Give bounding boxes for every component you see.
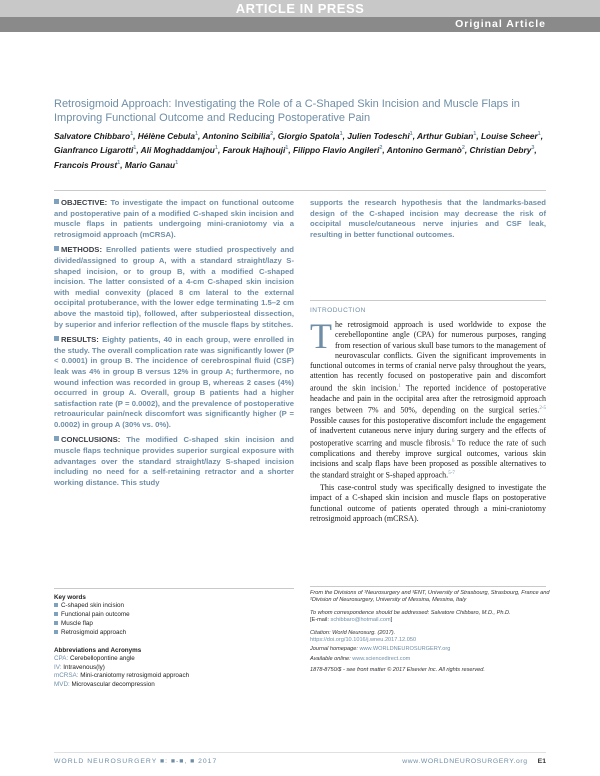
keyword-text: C-shaped skin incision <box>61 602 124 609</box>
title-divider <box>54 190 546 191</box>
author-name: Hélène Cebula <box>137 130 195 141</box>
section-label: Original Article <box>455 18 546 30</box>
keyword-text: Muscle flap <box>61 620 93 627</box>
author-affiliation-mark: 3 <box>531 145 535 152</box>
online-link[interactable]: www.sciencedirect.com <box>352 655 411 662</box>
abbreviation-item <box>54 681 189 690</box>
author-name: Louise Scheer <box>480 130 538 141</box>
affiliations-divider <box>310 586 546 587</box>
keyword-item <box>54 601 130 610</box>
results-text: Eighty patients, 40 in each group, were enrolled in the study. The overall complication rate was significantly lower (P < 0.0001) in group B. The incidence of cerebrospinal fluid (CSF) leak was 4% in group B versus 12% in group A; furthermore, no wound infection was recorded in group B, whereas 2 cases (4%) occurred in group A. Overall, group B patients had a higher satisfaction rate (P = 0.0002), and the prevalence of postoperative retroauricular pain/neck discomfort was significantly higher (P = 0.0002) in group A (30% vs. 0%). <box>54 335 294 429</box>
author-affiliation-mark: 1 <box>339 131 343 137</box>
author-affiliation-mark: 1 <box>409 131 413 137</box>
abstract-left-column <box>54 198 294 493</box>
bullet-icon <box>54 612 58 616</box>
intro-paragraph-2: This case-control study was specifically designed to investigate the impact of a C-shaped skin incision and muscle flaps on postoperative functional outcome of patients operated through a mini-craniotomy retrosigmoid approach (mCRSA). <box>310 483 546 523</box>
conclusions-continuation: supports the research hypothesis that the landmarks-based design of the C-shaped incision may decrease the risk of occipital muscle/cutaneous nerve injuries and CSF leak, resulting in better functional outcomes. <box>310 198 546 239</box>
abbreviation-value: Intravenous(ly) <box>63 663 105 671</box>
ref-3[interactable]: 6 <box>451 438 455 444</box>
footer-divider <box>54 752 546 753</box>
bullet-icon <box>54 436 59 441</box>
intro-text-a: he retrosigmoid approach is used worldwide to expose the cerebellopontine angle (CPA) for numerous purposes, ranging from resection of various skull base tumors to the management of neurovascular conflicts. Given the significant improvements in functional outcomes in terms of cranial nerve palsy throughout the years, attention has recently focused on postoperative pain and discomfort around the skin incision. <box>310 320 546 393</box>
abbreviation-key: mCRSA: <box>54 672 79 680</box>
footer-journal: WORLD NEUROSURGERY ■: ■-■, ■ 2017 <box>54 758 218 765</box>
author-name: Mario Ganau <box>124 159 176 170</box>
author-affiliation-mark: 1 <box>175 159 179 166</box>
author-affiliation-mark: 1 <box>194 131 199 137</box>
correspondence: To whom correspondence should be addressed: Salvatore Chibbaro, M.D., Ph.D. <box>310 609 511 616</box>
methods-text: Enrolled patients were studied prospectively and divided/assigned to group A, with a standard straight/lazy S-shaped incision, or to group B, with a modified C-shaped incision. The latter consisted of a 4-cm C-shaped skin incision with medial convexity (placed 8 cm lateral to the external occipital protuberance, with the lower edge terminating 1.5–2 cm above the mastoid tip), followed, after subperiosteal dissection, by superior and inferior reflection of the muscle flaps by stitches. <box>54 245 294 329</box>
footer-url[interactable]: www.WORLDNEUROSURGERY.org <box>402 758 528 765</box>
article-title: Retrosigmoid Approach: Investigating the Role of a C-Shaped Skin Incision and Muscle Flaps in Improving Functional Outcome and Reducing Postoperative Pain <box>54 98 520 124</box>
author-affiliation-mark: 1 <box>285 145 289 152</box>
author-affiliation-mark: 1 <box>214 145 218 152</box>
objective-text: To investigate the impact on functional outcome and postoperative pain of a modified C-shaped skin incision and muscle flaps in patients undergoing mini-craniotomy via a retrosigmoid approach (mCRSA). <box>54 198 294 239</box>
author-affiliation-mark: 2 <box>270 131 274 137</box>
bullet-icon <box>54 199 59 204</box>
author-affiliation-mark: 1 <box>537 131 541 137</box>
abstract-objective <box>54 198 294 240</box>
author-affiliation-mark: 1 <box>117 159 121 166</box>
page-number: E1 <box>537 758 546 765</box>
abbreviation-item <box>54 664 189 673</box>
conclusions-label: CONCLUSIONS: <box>61 435 121 445</box>
author-name: Arthur Gubian <box>417 130 474 141</box>
bullet-icon <box>54 246 59 251</box>
abbreviation-item <box>54 655 189 664</box>
introduction-body <box>310 316 547 524</box>
doi-link[interactable]: https://doi.org/10.1016/j.wneu.2017.12.050 <box>310 637 417 644</box>
author-name: Antonino Germanò <box>386 145 462 156</box>
keyword-item <box>54 610 130 619</box>
author-affiliation-mark: 2 <box>379 145 383 152</box>
abstract-continuation <box>310 198 546 240</box>
journal-label: Journal homepage: <box>310 646 360 653</box>
intro-paragraph-1 <box>310 316 547 481</box>
abbreviation-value: Cerebellopontine angle <box>69 655 135 662</box>
author-name: Francois Proust <box>54 159 118 170</box>
ref-4[interactable]: 5-7 <box>448 471 455 477</box>
abstract-results <box>54 335 294 430</box>
email-link[interactable]: schibbaro@hotmail.com <box>330 617 391 624</box>
keyword-text: Functional pain outcome <box>61 611 130 618</box>
author-list: Salvatore Chibbaro$^1$, Hélène Cebula$^1$, Antonino Scibilia$^2$, Giorgio Spatola$^1$, Julien Todeschi$^1$, Arthur Gubian$^1$, Louise Scheer$^1$, Gianfranco Ligarotti$^1$, Ali Moghaddamjou$^1$, Farouk Hajhouji$^1$, Filippo Flavio Angileri$^2$, Antonino Germanò$^2$, Christian Debry$^3$, Francois Proust$^1$, Mario Ganau$^1$ <box>54 130 544 170</box>
bullet-icon <box>54 603 58 607</box>
keyword-item <box>54 628 130 637</box>
author-name: Filippo Flavio Angileri <box>292 145 380 156</box>
abbreviation-key: CPA: <box>54 655 69 662</box>
bullet-icon <box>54 630 58 634</box>
citation-label: Citation: World Neurosurg. (2017). <box>310 629 396 636</box>
abbreviation-key: IV: <box>54 663 62 671</box>
author-name: Salvatore Chibbaro <box>54 130 131 141</box>
ref-2[interactable]: 2-5 <box>539 406 546 412</box>
conclusions-text: The modified C-shaped skin incision and muscle flaps technique provides superior surgical exposure with advantages over the standard straight/lazy S-shaped incision including no need for a self-retaining retractor and a shorter working distance. This study <box>54 435 295 487</box>
abbreviations-heading: Abbreviations and Acronyms <box>54 647 142 654</box>
abstract-methods <box>54 245 294 330</box>
results-label: RESULTS: <box>61 335 99 345</box>
email-end: ] <box>390 617 393 624</box>
abbreviation-value: Mini-craniotomy retrosigmoid approach <box>80 672 190 680</box>
journal-link[interactable]: www.WORLDNEUROSURGERY.org <box>359 646 451 653</box>
abbreviations-list <box>54 655 189 689</box>
methods-label: METHODS: <box>61 245 102 255</box>
author-affiliation-mark: 2 <box>461 145 465 152</box>
intro-text-d: To reduce the rate of such complications and thereby improve surgical outcomes, various skin incisions and scalp flaps have been proposed as possible alternatives to the standard straight or S-shaped approach. <box>310 438 546 480</box>
intro-text-b: The reported incidence of postoperative headache and pain in the occipital area after the retrosigmoid approach ranges between 7% and 50%, depending on the surgical series. <box>310 383 547 415</box>
author-name: Farouk Hajhouji <box>222 145 286 156</box>
introduction-heading: INTRODUCTION <box>310 307 366 314</box>
keywords-divider <box>54 588 294 589</box>
abbreviation-value: Microvascular decompression <box>71 680 155 688</box>
keyword-text: Retrosigmoid approach <box>61 629 127 636</box>
keyword-item <box>54 619 130 628</box>
objective-label: OBJECTIVE: <box>61 198 108 207</box>
ref-1[interactable]: 1 <box>398 383 401 389</box>
author-affiliation-mark: 1 <box>133 145 137 152</box>
intro-text-c: Possible causes for this postoperative discomfort include the engagement of inadvertent cutaneous nerve injury during surgery and the effects of postoperative scarring and muscle fibrosis. <box>310 415 546 448</box>
abstract-conclusions <box>54 435 294 488</box>
journal-line <box>310 646 550 653</box>
intro-divider <box>310 300 546 301</box>
article-in-press-banner: ARTICLE IN PRESS <box>0 0 600 17</box>
email-line <box>310 617 550 624</box>
abbreviation-item <box>54 672 189 681</box>
email-label: [E-mail: <box>310 617 331 624</box>
keywords-heading: Key words <box>54 594 86 601</box>
copyright: 1878-8750/$ - see front matter © 2017 Elsevier Inc. All rights reserved. <box>310 667 485 674</box>
keywords-list <box>54 601 130 637</box>
author-name: Ali Moghaddamjou <box>140 145 215 156</box>
author-affiliation-mark: 1 <box>473 131 477 137</box>
drop-cap: T <box>310 316 332 356</box>
affiliation-from: From the Divisions of ¹Neurosurgery and ³ENT, University of Strasbourg, Strasbourg, France and ²Division of Neurosurgery, University of Messina, Messina, Italy <box>310 590 550 604</box>
author-name: Christian Debry <box>469 145 532 156</box>
author-name: Giorgio Spatola <box>277 130 340 141</box>
abbreviation-key: MVD: <box>54 680 70 688</box>
footer-site <box>402 758 546 765</box>
online-line <box>310 656 550 663</box>
affiliations-block <box>310 590 550 675</box>
author-name: Julien Todeschi <box>347 130 410 141</box>
author-affiliation-mark: 1 <box>130 131 134 137</box>
author-name: Antonino Scibilia <box>202 130 271 141</box>
author-name: Gianfranco Ligarotti <box>54 145 134 156</box>
bullet-icon <box>54 621 58 625</box>
online-label: Available online: <box>310 655 353 662</box>
bullet-icon <box>54 336 59 341</box>
